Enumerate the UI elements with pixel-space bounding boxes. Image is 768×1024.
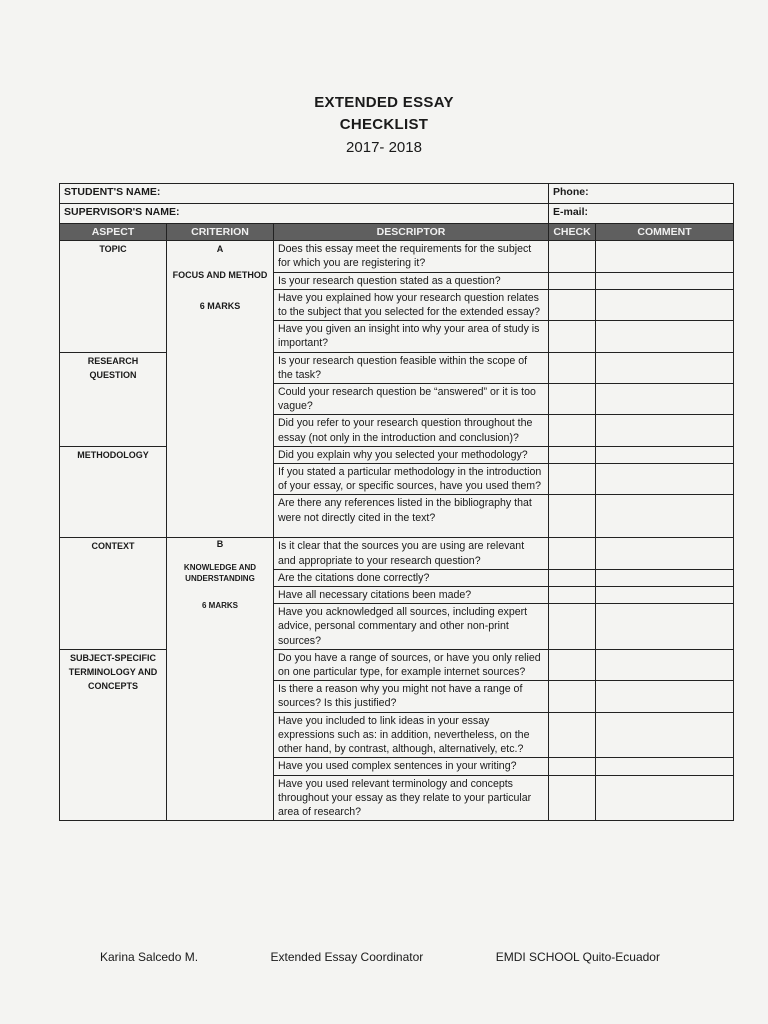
descriptor-cell: Have you used complex sentences in your writing? [274,758,549,775]
email-field[interactable]: E-mail: [549,204,734,224]
check-cell[interactable] [549,604,596,650]
descriptor-cell: If you stated a particular methodology in the introduction of your essay, or specific sources, have you used them? [274,464,549,495]
descriptor-cell: Have you included to link ideas in your essay expressions such as: in addition, nevertheless, on the other hand, by contrast, although, alternatively, etc.? [274,712,549,758]
descriptor-cell: Have you used relevant terminology and concepts throughout your essay as they relate to your particular area of research? [274,775,549,821]
criterion-b-letter: B [216,539,224,550]
comment-cell[interactable] [596,495,734,538]
comment-cell[interactable] [596,464,734,495]
check-cell[interactable] [549,241,596,272]
aspect-topic: TOPIC [60,241,167,352]
check-cell[interactable] [549,538,596,569]
descriptor-cell: Could your research question be “answered” or it is too vague? [274,384,549,415]
table-row [60,241,734,272]
document-title [0,92,768,160]
check-cell[interactable] [549,758,596,775]
col-descriptor: DESCRIPTOR [274,224,549,241]
comment-cell[interactable] [596,289,734,320]
table-row [60,538,734,569]
table-row [60,446,734,463]
checklist-table [59,183,734,821]
criterion-b-name: KNOWLEDGE AND UNDERSTANDING [183,563,257,584]
descriptor-cell: Did you explain why you selected your methodology? [274,446,549,463]
comment-cell[interactable] [596,384,734,415]
criterion-a-marks: 6 MARKS [199,300,241,311]
comment-cell[interactable] [596,649,734,680]
check-cell[interactable] [549,587,596,604]
comment-cell[interactable] [596,352,734,383]
col-aspect: ASPECT [60,224,167,241]
footer-school: EMDI SCHOOL Quito-Ecuador [495,950,660,964]
descriptor-cell: Is your research question stated as a question? [274,272,549,289]
col-check: CHECK [549,224,596,241]
descriptor-cell: Is it clear that the sources you are using are relevant and appropriate to your research question? [274,538,549,569]
aspect-context: CONTEXT [60,538,167,649]
check-cell[interactable] [549,384,596,415]
col-comment: COMMENT [596,224,734,241]
aspect-research-question: RESEARCH QUESTION [60,352,167,446]
descriptor-cell: Have you given an insight into why your area of study is important? [274,321,549,352]
descriptor-cell: Are the citations done correctly? [274,569,549,586]
check-cell[interactable] [549,446,596,463]
check-cell[interactable] [549,495,596,538]
title-line-2: CHECKLIST [339,116,429,133]
table-row [60,352,734,383]
title-year: 2017- 2018 [346,139,422,156]
aspect-methodology: METHODOLOGY [60,446,167,538]
table-row [60,649,734,680]
check-cell[interactable] [549,321,596,352]
criterion-a [167,241,274,538]
descriptor-cell: Is there a reason why you might not have a range of sources? Is this justified? [274,681,549,712]
descriptor-cell: Are there any references listed in the bibliography that were not directly cited in the text? [274,495,549,538]
descriptor-cell: Do you have a range of sources, or have you only relied on one particular type, for example internet sources? [274,649,549,680]
check-cell[interactable] [549,649,596,680]
check-cell[interactable] [549,272,596,289]
col-criterion: CRITERION [167,224,274,241]
descriptor-cell: Have you explained how your research question relates to the subject that you selected for the extended essay? [274,289,549,320]
comment-cell[interactable] [596,587,734,604]
criterion-a-name: FOCUS AND METHOD [172,270,268,281]
check-cell[interactable] [549,569,596,586]
criterion-b-marks: 6 MARKS [201,601,238,611]
footer [100,950,660,964]
check-cell[interactable] [549,415,596,446]
criterion-b [167,538,274,821]
check-cell[interactable] [549,681,596,712]
supervisor-row [60,204,734,224]
comment-cell[interactable] [596,712,734,758]
comment-cell[interactable] [596,604,734,650]
column-header-row [60,224,734,241]
comment-cell[interactable] [596,446,734,463]
comment-cell[interactable] [596,758,734,775]
comment-cell[interactable] [596,272,734,289]
aspect-subject-specific: SUBJECT-SPECIFIC TERMINOLOGY AND CONCEPTS [60,649,167,820]
descriptor-cell: Have all necessary citations been made? [274,587,549,604]
criterion-a-letter: A [216,244,224,255]
comment-cell[interactable] [596,241,734,272]
check-cell[interactable] [549,775,596,821]
check-cell[interactable] [549,464,596,495]
comment-cell[interactable] [596,775,734,821]
descriptor-cell: Is your research question feasible within the scope of the task? [274,352,549,383]
phone-field[interactable]: Phone: [549,184,734,204]
descriptor-cell: Does this essay meet the requirements for the subject for which you are registering it? [274,241,549,272]
check-cell[interactable] [549,352,596,383]
comment-cell[interactable] [596,681,734,712]
comment-cell[interactable] [596,538,734,569]
comment-cell[interactable] [596,321,734,352]
check-cell[interactable] [549,289,596,320]
check-cell[interactable] [549,712,596,758]
title-line-1: EXTENDED ESSAY [314,94,454,111]
comment-cell[interactable] [596,415,734,446]
supervisor-name-field[interactable]: SUPERVISOR'S NAME: [60,204,549,224]
student-name-field[interactable]: STUDENT'S NAME: [60,184,549,204]
footer-role: Extended Essay Coordinator [270,950,424,964]
comment-cell[interactable] [596,569,734,586]
descriptor-cell: Did you refer to your research question throughout the essay (not only in the introduction and conclusion)? [274,415,549,446]
descriptor-cell: Have you acknowledged all sources, including expert advice, personal commentary and other non-print sources? [274,604,549,650]
footer-name: Karina Salcedo M. [100,950,199,964]
student-row [60,184,734,204]
